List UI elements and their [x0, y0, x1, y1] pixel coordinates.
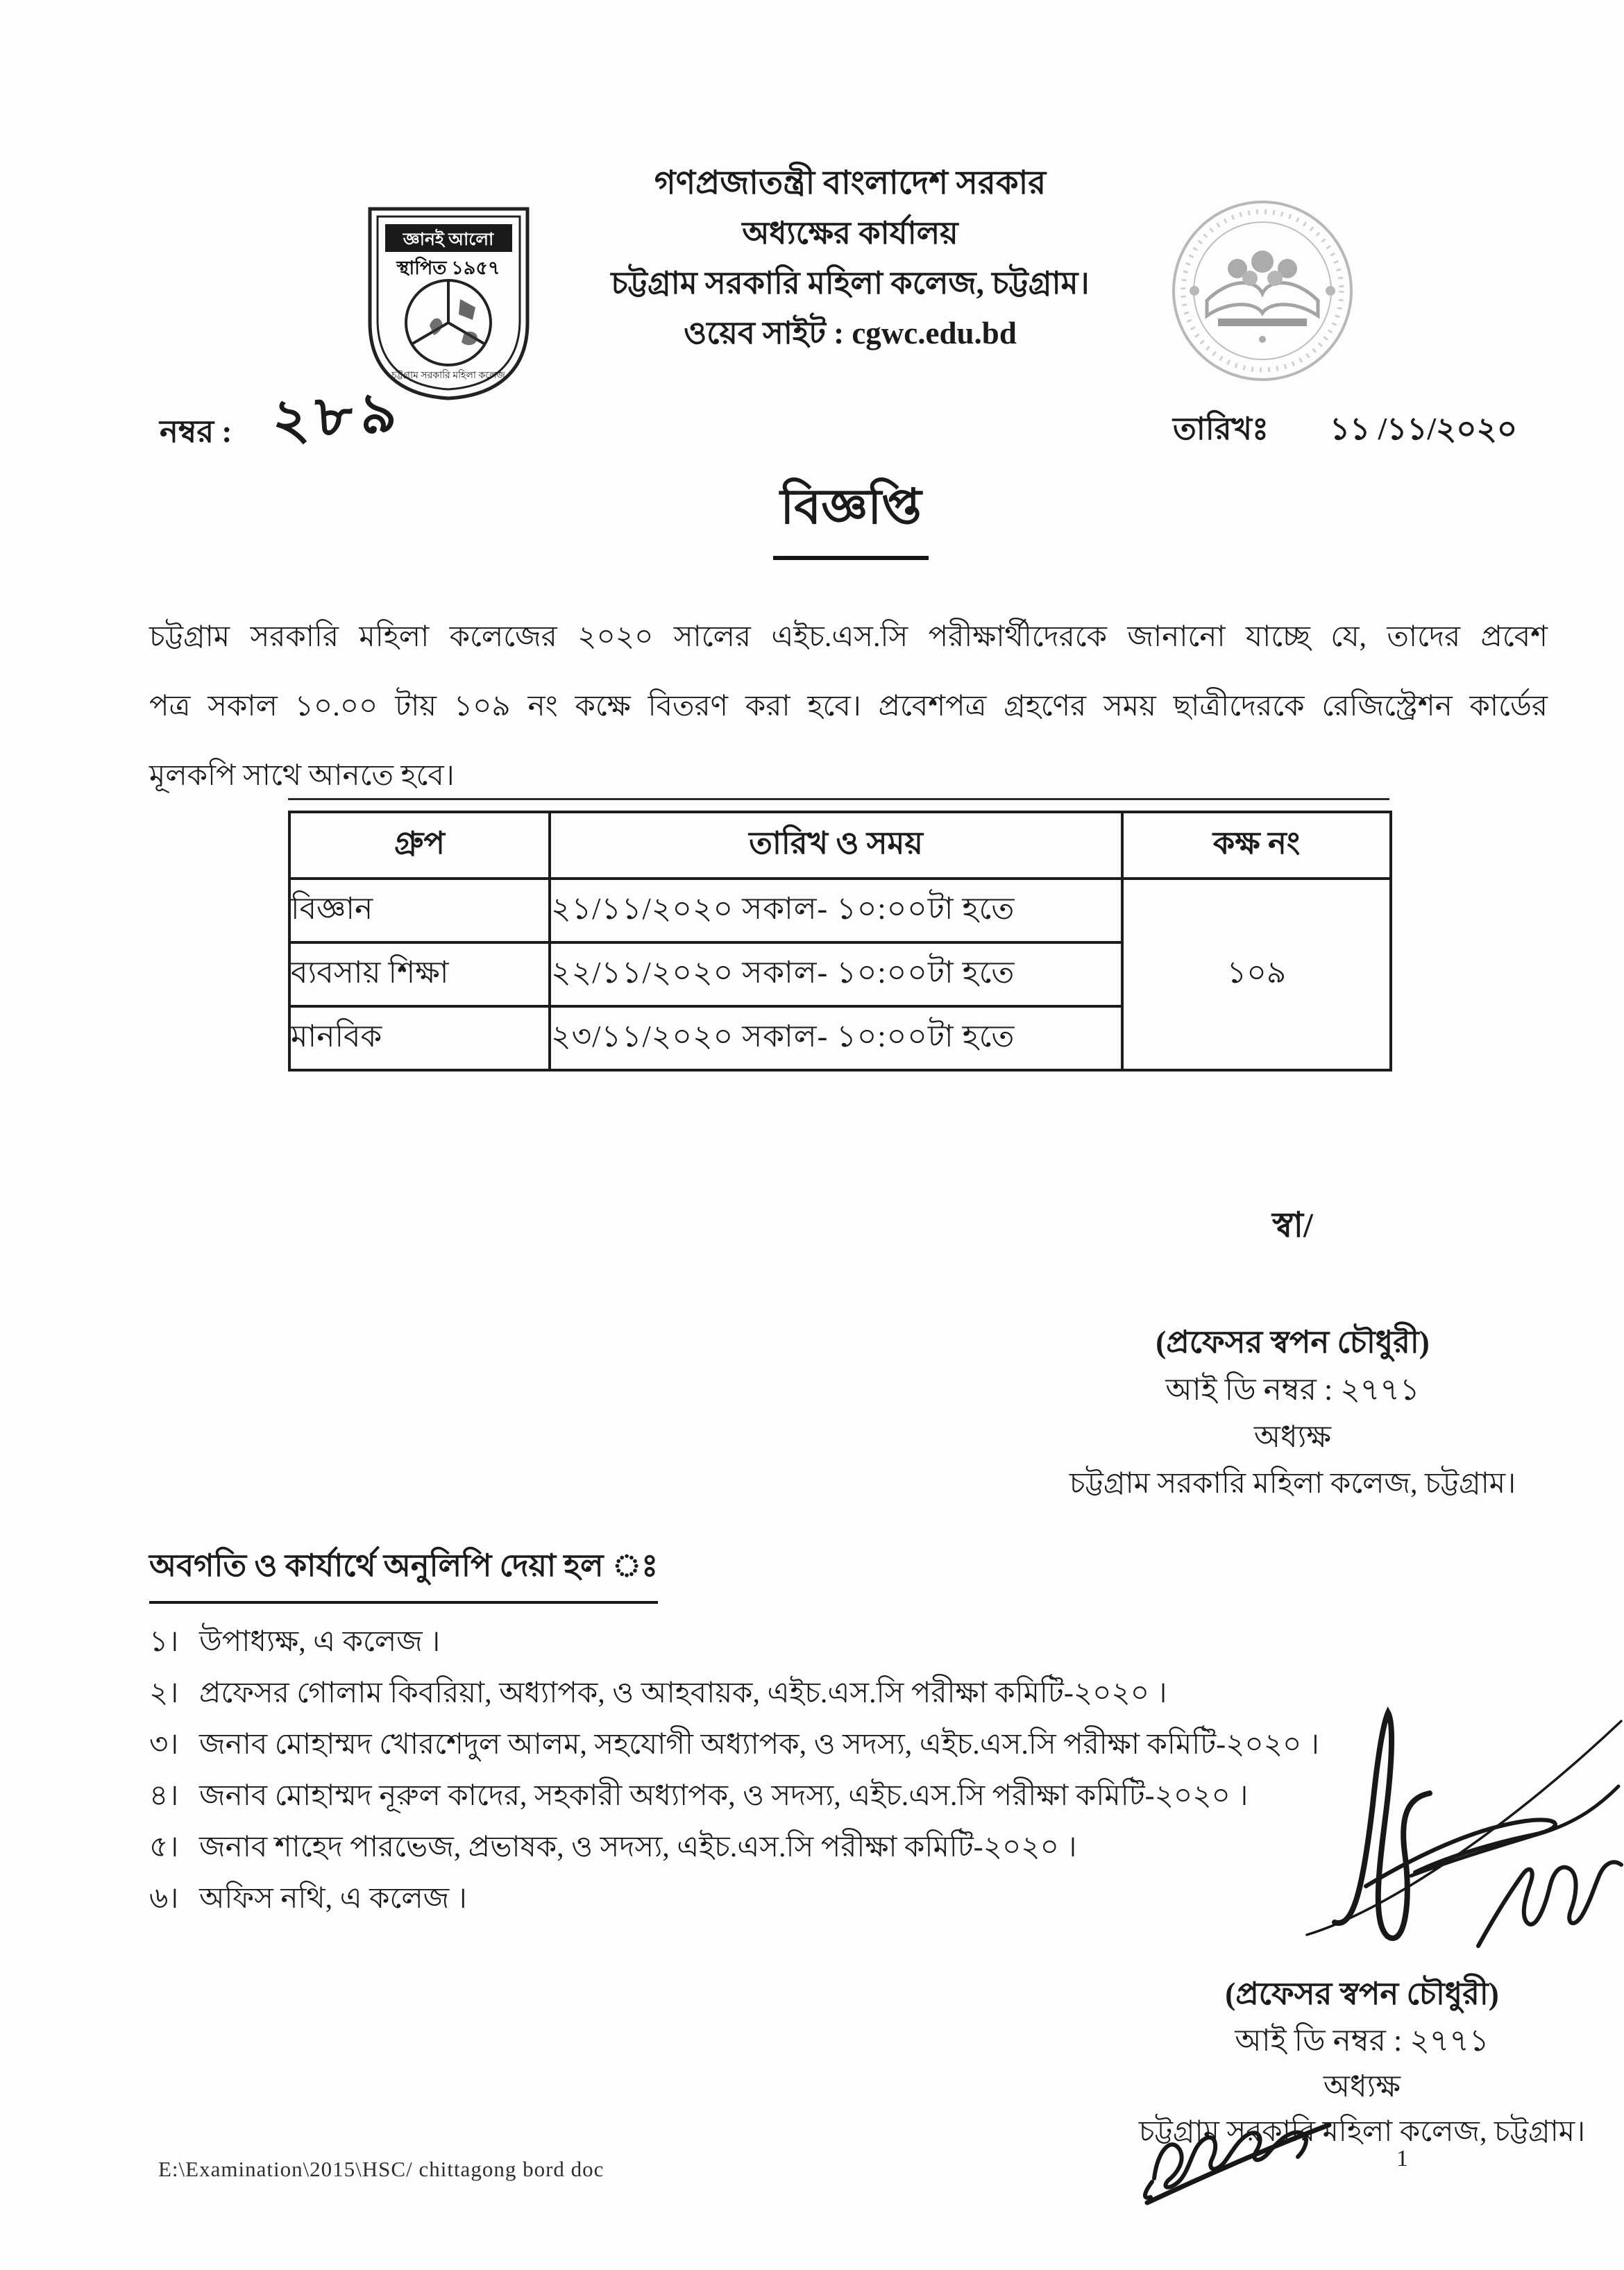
table-header-row	[289, 812, 1391, 879]
crest-motto: জ্ঞানই আলো	[403, 230, 494, 249]
letterhead	[118, 158, 1582, 358]
signatory-name: (প্রফেসর স্বপন চৌধুরী)	[1225, 1976, 1499, 2011]
item-number: ৪।	[149, 1779, 179, 1812]
schedule-table	[288, 811, 1392, 1072]
memo-date	[1173, 405, 1517, 457]
signature-block-primary	[1069, 1199, 1516, 1507]
signature-block-secondary	[1103, 1970, 1621, 2154]
col-header-group: গ্রুপ	[289, 812, 550, 879]
list-item	[149, 1617, 1371, 1668]
cell-schedule-business: ২২/১১/২০২০ সকাল- ১০:০০টা হতে	[550, 942, 1122, 1006]
signatory-designation: অধ্যক্ষ	[1323, 2069, 1401, 2103]
body-line-1: চট্টগ্রাম সরকারি মহিলা কলেজের ২০২০ সালের এইচ.এস.সি পরীক্ষার্থীদেরকে জানানো যাচ্ছে যে, তাদের প্রবেশ	[149, 621, 1548, 653]
item-text: প্রফেসর গোলাম কিবরিয়া, অধ্যাপক, ও আহবায়ক, এইচ.এস.সি পরীক্ষা কমিটি-২০২০ ।	[199, 1677, 1167, 1709]
footer-file-path: E:\Examination\2015\HSC/ chittagong bord doc	[158, 2157, 604, 2181]
letterhead-website-line: ওয়েব সাইট : cgwc.edu.bd	[684, 316, 1017, 350]
cell-group-humanities: মানবিক	[289, 1006, 550, 1070]
crest-college-name: চট্টগ্রাম সরকারি মহিলা কলেজ	[391, 371, 505, 381]
list-item	[149, 1720, 1371, 1771]
item-text: জনাব মোহাম্মদ নূরুল কাদের, সহকারী অধ্যাপক, ও সদস্য, এইচ.এস.সি পরীক্ষা কমিটি-২০২০ ।	[199, 1779, 1249, 1812]
memo-number-label: নম্বর :	[160, 414, 232, 449]
crest-established: স্থাপিত ১৯৫৭	[396, 257, 500, 278]
signatory-institution: চট্টগ্রাম সরকারি মহিলা কলেজ, চট্টগ্রাম।	[1069, 1468, 1516, 1500]
cell-schedule-science: ২১/১১/২০২০ সকাল- ১০:০০টা হতে	[550, 879, 1122, 942]
item-text: জনাব মোহাম্মদ খোরশেদুল আলম, সহযোগী অধ্যাপক, ও সদস্য, এইচ.এস.সি পরীক্ষা কমিটি-২০২০ ।	[199, 1728, 1319, 1761]
item-number: ২।	[149, 1677, 179, 1709]
body-line-2: পত্র সকাল ১০.০০ টায় ১০৯ নং কক্ষে বিতরণ করা হবে। প্রবেশপত্র গ্রহণের সময় ছাত্রীদেরকে রেজিস্ট্রেশন কার্ডের	[149, 691, 1548, 722]
item-number: ৫।	[149, 1831, 179, 1863]
list-item	[149, 1822, 1371, 1874]
notice-body	[149, 602, 1548, 811]
cell-group-science: বিজ্ঞান	[289, 879, 550, 942]
cell-group-business: ব্যবসায় শিক্ষা	[289, 942, 550, 1006]
letterhead-college-line: চট্টগ্রাম সরকারি মহিলা কলেজ, চট্টগ্রাম।	[611, 266, 1090, 300]
item-text: উপাধ্যক্ষ, এ কলেজ ।	[199, 1625, 441, 1658]
letterhead-office-line: অধ্যক্ষের কার্যালয়	[742, 216, 958, 251]
table-top-rule	[288, 798, 1389, 800]
cell-schedule-humanities: ২৩/১১/২০২০ সকাল- ১০:০০টা হতে	[550, 1006, 1122, 1070]
signatory-id: আই ডি নম্বর : ২৭৭১	[1235, 2024, 1489, 2058]
col-header-room: কক্ষ নং	[1122, 812, 1391, 879]
memo-date-value: ১১ /১১/২০২০	[1329, 412, 1518, 446]
notice-title-wrap	[0, 469, 1624, 560]
distribution-heading: অবগতি ও কার্যার্থে অনুলিপি দেয়া হল ঃ	[149, 1542, 658, 1604]
signed-mark: স্বা/	[1272, 1205, 1313, 1244]
item-number: ৩।	[149, 1728, 179, 1761]
letterhead-government-line: গণপ্রজাতন্ত্রী বাংলাদেশ সরকার	[654, 165, 1047, 201]
item-number: ৬।	[149, 1882, 179, 1915]
signatory-designation: অধ্যক্ষ	[1253, 1420, 1332, 1454]
col-header-datetime: তারিখ ও সময়	[550, 812, 1122, 879]
body-line-3: মূলকপি সাথে আনতে হবে।	[149, 760, 455, 792]
item-number: ১।	[149, 1625, 179, 1658]
list-item	[149, 1668, 1371, 1720]
signatory-id: আই ডি নম্বর : ২৭৭১	[1165, 1373, 1420, 1407]
notice-title: বিজ্ঞপ্তি	[773, 469, 929, 560]
memo-number-handwritten: ২৮৯	[269, 380, 406, 452]
signatory-institution: চট্টগ্রাম সরকারি মহিলা কলেজ, চট্টগ্রাম।	[1138, 2116, 1586, 2148]
cell-room-number: ১০৯	[1122, 879, 1391, 1070]
list-item	[149, 1874, 1371, 1925]
page-number: 1	[1396, 2146, 1408, 2171]
item-text: অফিস নথি, এ কলেজ ।	[199, 1882, 467, 1915]
list-item	[149, 1771, 1371, 1822]
distribution-list	[149, 1617, 1371, 1925]
memo-date-label: তারিখঃ	[1173, 412, 1269, 446]
item-text: জনাব শাহেদ পারভেজ, প্রভাষক, ও সদস্য, এইচ.এস.সি পরীক্ষা কমিটি-২০২০ ।	[199, 1831, 1077, 1863]
signatory-name: (প্রফেসর স্বপন চৌধুরী)	[1156, 1325, 1430, 1360]
table-row	[289, 879, 1391, 942]
